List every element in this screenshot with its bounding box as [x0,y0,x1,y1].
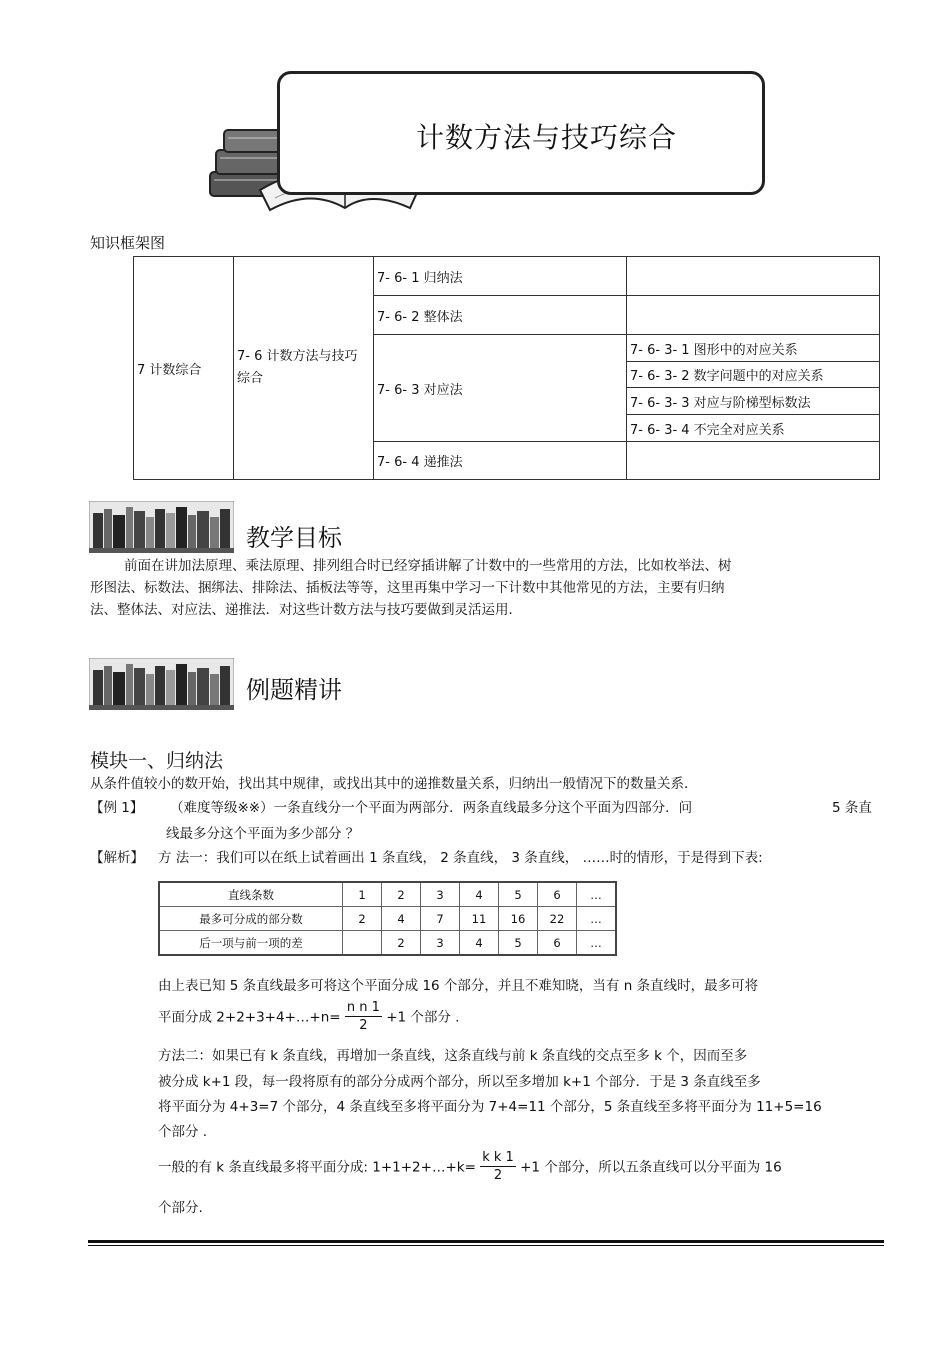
formula-suffix: +1 个部分 . [386,1009,460,1026]
module-desc: 从条件值较小的数开始，找出其中规律，或找出其中的递推数量关系，归纳出一般情况下的数量关系． [90,776,698,792]
table-cell [343,931,382,956]
table-cell: 2 [382,882,421,907]
fraction [480,1150,516,1185]
framework-row-name: 7- 6- 2 整体法 [374,296,627,335]
solution-tag: 【解析】 [90,850,144,866]
framework-table [133,256,880,480]
table-cell: 后一项与前一项的差 [159,931,343,956]
table-cell: 3 [421,882,460,907]
table-cell: … [577,882,617,907]
formula-prefix: 平面分成 2+2+3+4+…+n= [158,1009,341,1026]
table-cell: 11 [460,907,499,931]
fraction-numerator: k k 1 [482,1150,514,1165]
page-title: 计数方法与技巧综合 [416,121,678,154]
table-cell: … [577,931,617,956]
framework-row-name: 7- 6- 1 归纳法 [374,257,627,296]
formula-prefix: 一般的有 k 条直线最多将平面分成: 1+1+2+…+k= [158,1159,476,1176]
table-cell: 直线条数 [159,882,343,907]
footer-rule [88,1240,884,1243]
framework-sub-cell [627,442,880,480]
table-cell: 4 [382,907,421,931]
fraction-denominator: 2 [493,1168,503,1183]
example-text: （难度等级※※）一条直线分一个平面为两部分．两条直线最多分这个平面为四部分．问 [170,800,693,816]
example-text: 5 条直 [832,800,872,816]
table-cell: 2 [343,907,382,931]
table-cell: 4 [460,882,499,907]
framework-label: 知识框架图 [90,234,166,252]
solution-text: 方法二：如果已有 k 条直线，再增加一条直线，这条直线与前 k 条直线的交点至多 k 个，因而至多 [158,1048,748,1064]
solution-text: 将平面分为 4+3=7 个部分，4 条直线至多将平面分为 7+4=11 个部分，5 条直线至多将平面分为 11+5=16 [158,1099,822,1115]
fraction-numerator: n n 1 [346,1000,380,1015]
solution-text: 个部分 . [158,1124,208,1140]
goals-line: 法、整体法、对应法、递推法．对这些计数方法与技巧要做到灵活运用． [90,602,522,618]
bookshelf-icon [89,501,234,553]
section-title-goals: 教学目标 [246,524,342,552]
framework-sub-cell: 7- 6- 3- 3 对应与阶梯型标数法 [627,388,880,415]
table-cell: 5 [499,882,538,907]
example-text: 线最多分这个平面为多少部分 ？ [166,826,360,842]
table-cell: 3 [421,931,460,956]
solution-text: 个部分. [158,1200,203,1216]
table-cell: … [577,907,617,931]
goals-line: 前面在讲加法原理、乘法原理、排列组合时已经穿插讲解了计数中的一些常用的方法，比如枚举法、树 [124,558,732,574]
footer-rule [88,1245,884,1246]
bookshelf-icon [89,658,234,710]
lines-table [158,881,617,956]
table-cell: 6 [538,931,577,956]
module-title: 模块一、归纳法 [90,750,224,772]
table-cell: 22 [538,907,577,931]
table-cell: 5 [499,931,538,956]
table-cell: 16 [499,907,538,931]
framework-row-name: 7- 6- 3 对应法 [374,335,627,442]
framework-col2: 7- 6 计数方法与技巧综合 [234,257,374,480]
framework-sub-cell [627,257,880,296]
solution-text: 被分成 k+1 段，每一段将原有的部分分成两个部分，所以至多增加 k+1 个部分．于是 3 条直线至多 [158,1074,761,1090]
table-cell: 1 [343,882,382,907]
framework-col1: 7 计数综合 [134,257,234,480]
formula-line [158,1000,459,1035]
table-cell: 最多可分成的部分数 [159,907,343,931]
solution-text: 由上表已知 5 条直线最多可将这个平面分成 16 个部分，并且不难知晓，当有 n 条直线时，最多可将 [158,978,759,994]
framework-sub-cell: 7- 6- 3- 4 不完全对应关系 [627,415,880,442]
fraction-denominator: 2 [359,1018,368,1033]
framework-row-name: 7- 6- 4 递推法 [374,442,627,480]
goals-line: 形图法、标数法、捆绑法、排除法、插板法等等，这里再集中学习一下计数中其他常见的方法，主要有归纳 [90,580,725,596]
section-title-examples: 例题精讲 [246,676,342,704]
framework-sub-cell: 7- 6- 3- 1 图形中的对应关系 [627,335,880,362]
solution-text: 方 法一：我们可以在纸上试着画出 1 条直线， 2 条直线， 3 条直线， ……时的情形，于是得到下表: [158,850,763,866]
framework-sub-cell [627,296,880,335]
table-cell: 7 [421,907,460,931]
table-cell: 4 [460,931,499,956]
framework-sub-cell: 7- 6- 3- 2 数字问题中的对应关系 [627,362,880,388]
formula-suffix: +1 个部分，所以五条直线可以分平面为 16 [520,1159,782,1176]
formula-line [158,1150,782,1185]
fraction [345,1000,382,1035]
table-cell: 6 [538,882,577,907]
example-tag: 【例 1】 [90,800,144,816]
table-cell: 2 [382,931,421,956]
